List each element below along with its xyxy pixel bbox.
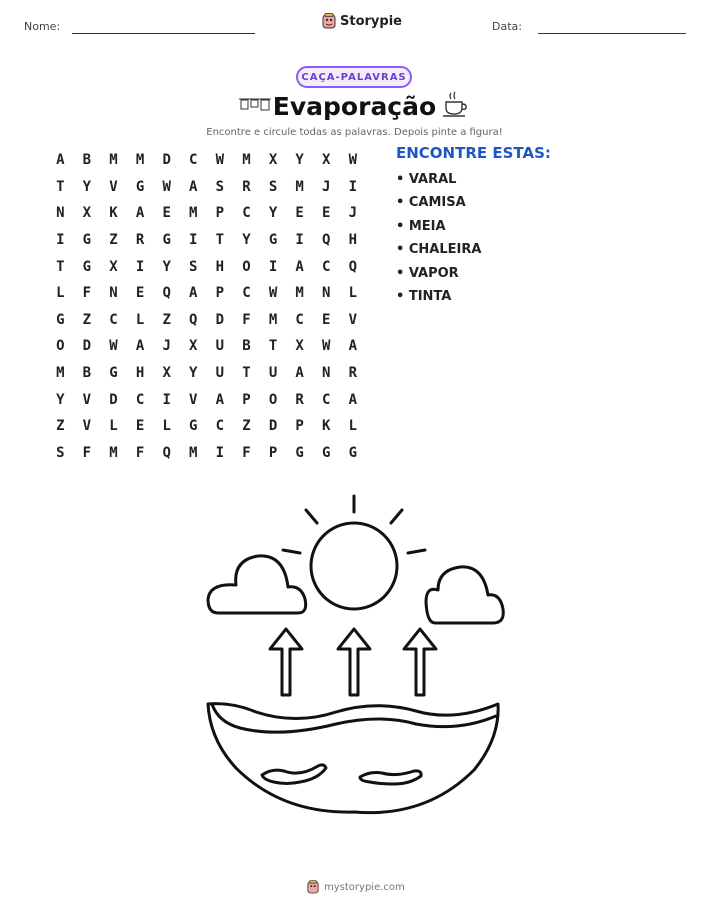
- grid-cell[interactable]: G: [56, 311, 65, 328]
- grid-cell[interactable]: I: [268, 258, 278, 275]
- grid-cell[interactable]: C: [135, 391, 145, 408]
- word-search-grid[interactable]: [47, 147, 366, 466]
- grid-cell[interactable]: G: [109, 365, 118, 382]
- grid-cell[interactable]: O: [56, 338, 65, 355]
- grid-cell[interactable]: P: [215, 205, 225, 222]
- grid-cell[interactable]: D: [109, 391, 118, 408]
- grid-cell[interactable]: W: [268, 285, 278, 302]
- grid-cell[interactable]: O: [242, 258, 251, 275]
- grid-cell[interactable]: Y: [295, 152, 304, 169]
- grid-cell[interactable]: G: [82, 258, 92, 275]
- category-badge: CAÇA-PALAVRAS: [296, 66, 412, 88]
- grid-cell[interactable]: X: [189, 338, 198, 355]
- grid-cell[interactable]: E: [322, 205, 331, 222]
- word-item: • VAPOR: [396, 265, 481, 288]
- instructions: Encontre e circule todas as palavras. Depois pinte a figura!: [206, 127, 503, 138]
- grid-cell[interactable]: E: [135, 285, 145, 302]
- grid-cell[interactable]: M: [189, 205, 198, 222]
- word-item: • TINTA: [396, 288, 481, 311]
- grid-cell[interactable]: T: [56, 258, 65, 275]
- grid-cell[interactable]: G: [268, 232, 278, 249]
- grid-cell[interactable]: A: [348, 338, 358, 355]
- grid-cell[interactable]: I: [162, 391, 171, 408]
- grid-cell[interactable]: O: [268, 391, 278, 408]
- grid-cell[interactable]: I: [295, 232, 304, 249]
- grid-cell[interactable]: F: [135, 444, 145, 461]
- grid-cell[interactable]: D: [215, 311, 225, 328]
- grid-cell[interactable]: G: [322, 444, 331, 461]
- grid-cell[interactable]: U: [268, 365, 278, 382]
- grid-cell[interactable]: P: [242, 391, 251, 408]
- grid-cell[interactable]: G: [82, 232, 92, 249]
- grid-cell[interactable]: B: [82, 365, 92, 382]
- grid-cell[interactable]: Y: [242, 232, 251, 249]
- grid-cell[interactable]: K: [322, 418, 331, 435]
- grid-cell[interactable]: T: [56, 178, 65, 195]
- grid-cell[interactable]: G: [189, 418, 198, 435]
- grid-cell[interactable]: I: [348, 178, 358, 195]
- word-item: • VARAL: [396, 171, 481, 194]
- grid-cell[interactable]: X: [268, 152, 278, 169]
- sun-icon: [283, 496, 425, 609]
- grid-cell[interactable]: R: [242, 178, 251, 195]
- grid-cell[interactable]: W: [348, 152, 358, 169]
- grid-cell[interactable]: W: [215, 152, 225, 169]
- grid-cell[interactable]: X: [82, 205, 92, 222]
- grid-cell[interactable]: S: [189, 258, 198, 275]
- grid-cell[interactable]: M: [109, 152, 118, 169]
- grid-cell[interactable]: D: [268, 418, 278, 435]
- grid-cell[interactable]: R: [348, 365, 358, 382]
- grid-cell[interactable]: A: [56, 152, 65, 169]
- grid-cell[interactable]: Z: [56, 418, 65, 435]
- storypie-icon: [307, 880, 319, 894]
- grid-cell[interactable]: Y: [189, 365, 198, 382]
- grid-cell[interactable]: B: [242, 338, 251, 355]
- grid-cell[interactable]: M: [56, 365, 65, 382]
- grid-cell[interactable]: G: [348, 444, 358, 461]
- word-item: • CHALEIRA: [396, 241, 481, 264]
- grid-cell[interactable]: V: [82, 418, 92, 435]
- word-list: [396, 171, 481, 311]
- grid-cell[interactable]: P: [215, 285, 225, 302]
- grid-cell[interactable]: E: [135, 418, 145, 435]
- grid-cell[interactable]: Y: [162, 258, 171, 275]
- grid-cell[interactable]: Y: [82, 178, 92, 195]
- grid-cell[interactable]: C: [322, 258, 331, 275]
- grid-cell[interactable]: G: [135, 178, 145, 195]
- evaporation-illustration[interactable]: [200, 492, 510, 822]
- grid-cell[interactable]: M: [295, 178, 304, 195]
- grid-cell[interactable]: A: [295, 258, 304, 275]
- grid-cell[interactable]: Q: [189, 311, 198, 328]
- grid-cell[interactable]: U: [215, 365, 225, 382]
- grid-cell[interactable]: B: [82, 152, 92, 169]
- grid-cell[interactable]: A: [295, 365, 304, 382]
- grid-cell[interactable]: Q: [162, 444, 171, 461]
- grid-cell[interactable]: M: [242, 152, 251, 169]
- grid-cell[interactable]: M: [268, 311, 278, 328]
- grid-cell[interactable]: T: [242, 365, 251, 382]
- brand-logo: [322, 13, 402, 29]
- grid-cell[interactable]: H: [215, 258, 225, 275]
- grid-cell[interactable]: F: [242, 444, 251, 461]
- grid-cell[interactable]: E: [322, 311, 331, 328]
- grid-cell[interactable]: I: [56, 232, 65, 249]
- cloud-left-icon: [208, 556, 306, 613]
- grid-cell[interactable]: L: [56, 285, 65, 302]
- storypie-icon: [322, 13, 336, 29]
- grid-cell[interactable]: W: [322, 338, 331, 355]
- grid-cell[interactable]: I: [135, 258, 145, 275]
- grid-cell[interactable]: E: [295, 205, 304, 222]
- grid-cell[interactable]: U: [215, 338, 225, 355]
- footer-url: mystorypie.com: [324, 881, 405, 893]
- grid-cell[interactable]: S: [268, 178, 278, 195]
- word-list-title: ENCONTRE ESTAS:: [396, 144, 551, 162]
- grid-cell[interactable]: V: [82, 391, 92, 408]
- grid-cell[interactable]: W: [109, 338, 118, 355]
- grid-cell[interactable]: M: [109, 444, 118, 461]
- grid-cell[interactable]: Y: [268, 205, 278, 222]
- water-icon: [208, 704, 498, 813]
- word-item: • CAMISA: [396, 194, 481, 217]
- grid-cell[interactable]: P: [295, 418, 304, 435]
- grid-cell[interactable]: D: [82, 338, 92, 355]
- grid-cell[interactable]: K: [109, 205, 118, 222]
- grid-cell[interactable]: R: [135, 232, 145, 249]
- arrow-up-icon: [270, 629, 302, 695]
- grid-cell[interactable]: N: [109, 285, 118, 302]
- grid-cell[interactable]: Q: [322, 232, 331, 249]
- grid-cell[interactable]: X: [162, 365, 171, 382]
- grid-cell[interactable]: M: [189, 444, 198, 461]
- grid-cell[interactable]: V: [189, 391, 198, 408]
- grid-cell[interactable]: C: [215, 418, 225, 435]
- grid-cell[interactable]: I: [215, 444, 225, 461]
- grid-cell[interactable]: X: [322, 152, 331, 169]
- grid-cell[interactable]: V: [109, 178, 118, 195]
- grid-cell[interactable]: X: [295, 338, 304, 355]
- grid-cell[interactable]: Y: [56, 391, 65, 408]
- grid-cell[interactable]: Q: [348, 258, 358, 275]
- grid-cell[interactable]: Z: [242, 418, 251, 435]
- arrow-up-icon: [338, 629, 370, 695]
- grid-cell[interactable]: Z: [162, 311, 171, 328]
- name-line: [72, 33, 255, 34]
- grid-cell[interactable]: L: [348, 285, 358, 302]
- grid-cell[interactable]: L: [135, 311, 145, 328]
- teacup-icon: [440, 90, 470, 120]
- grid-cell[interactable]: J: [162, 338, 171, 355]
- grid-cell[interactable]: J: [348, 205, 358, 222]
- grid-cell[interactable]: C: [242, 285, 251, 302]
- grid-cell[interactable]: A: [135, 205, 145, 222]
- grid-cell[interactable]: D: [162, 152, 171, 169]
- footer: [307, 880, 405, 894]
- grid-cell[interactable]: C: [322, 391, 331, 408]
- grid-cell[interactable]: L: [348, 418, 358, 435]
- grid-cell[interactable]: A: [135, 338, 145, 355]
- grid-cell[interactable]: T: [215, 232, 225, 249]
- grid-cell[interactable]: X: [109, 258, 118, 275]
- grid-cell[interactable]: M: [135, 152, 145, 169]
- arrow-up-icon: [404, 629, 436, 695]
- grid-cell[interactable]: J: [322, 178, 331, 195]
- date-line: [538, 33, 686, 34]
- word-item: • MEIA: [396, 218, 481, 241]
- grid-cell[interactable]: F: [82, 285, 92, 302]
- grid-cell[interactable]: L: [162, 418, 171, 435]
- date-label: Data:: [492, 20, 522, 33]
- grid-cell[interactable]: F: [82, 444, 92, 461]
- grid-cell[interactable]: A: [215, 391, 225, 408]
- grid-cell[interactable]: C: [189, 152, 198, 169]
- grid-cell[interactable]: N: [322, 285, 331, 302]
- grid-cell[interactable]: V: [348, 311, 358, 328]
- cloud-right-icon: [426, 567, 503, 623]
- grid-cell[interactable]: E: [162, 205, 171, 222]
- grid-cell[interactable]: R: [295, 391, 304, 408]
- grid-cell[interactable]: S: [56, 444, 65, 461]
- grid-cell[interactable]: S: [215, 178, 225, 195]
- grid-cell[interactable]: G: [295, 444, 304, 461]
- grid-cell[interactable]: C: [295, 311, 304, 328]
- grid-cell[interactable]: C: [109, 311, 118, 328]
- grid-cell[interactable]: P: [268, 444, 278, 461]
- grid-cell[interactable]: I: [189, 232, 198, 249]
- grid-cell[interactable]: F: [242, 311, 251, 328]
- grid-cell[interactable]: H: [135, 365, 145, 382]
- page-title: Evaporação: [272, 92, 437, 121]
- grid-cell[interactable]: A: [348, 391, 358, 408]
- grid-cell[interactable]: Z: [109, 232, 118, 249]
- grid-cell[interactable]: C: [242, 205, 251, 222]
- name-label: Nome:: [24, 20, 61, 33]
- grid-cell[interactable]: N: [56, 205, 65, 222]
- grid-cell[interactable]: N: [322, 365, 331, 382]
- grid-cell[interactable]: M: [295, 285, 304, 302]
- grid-cell[interactable]: W: [162, 178, 171, 195]
- grid-cell[interactable]: Q: [162, 285, 171, 302]
- grid-cell[interactable]: Z: [82, 311, 92, 328]
- grid-cell[interactable]: G: [162, 232, 171, 249]
- grid-cell[interactable]: L: [109, 418, 118, 435]
- grid-cell[interactable]: A: [189, 285, 198, 302]
- grid-cell[interactable]: A: [189, 178, 198, 195]
- grid-cell[interactable]: H: [348, 232, 358, 249]
- brand-name: Storypie: [340, 13, 402, 29]
- grid-cell[interactable]: T: [268, 338, 278, 355]
